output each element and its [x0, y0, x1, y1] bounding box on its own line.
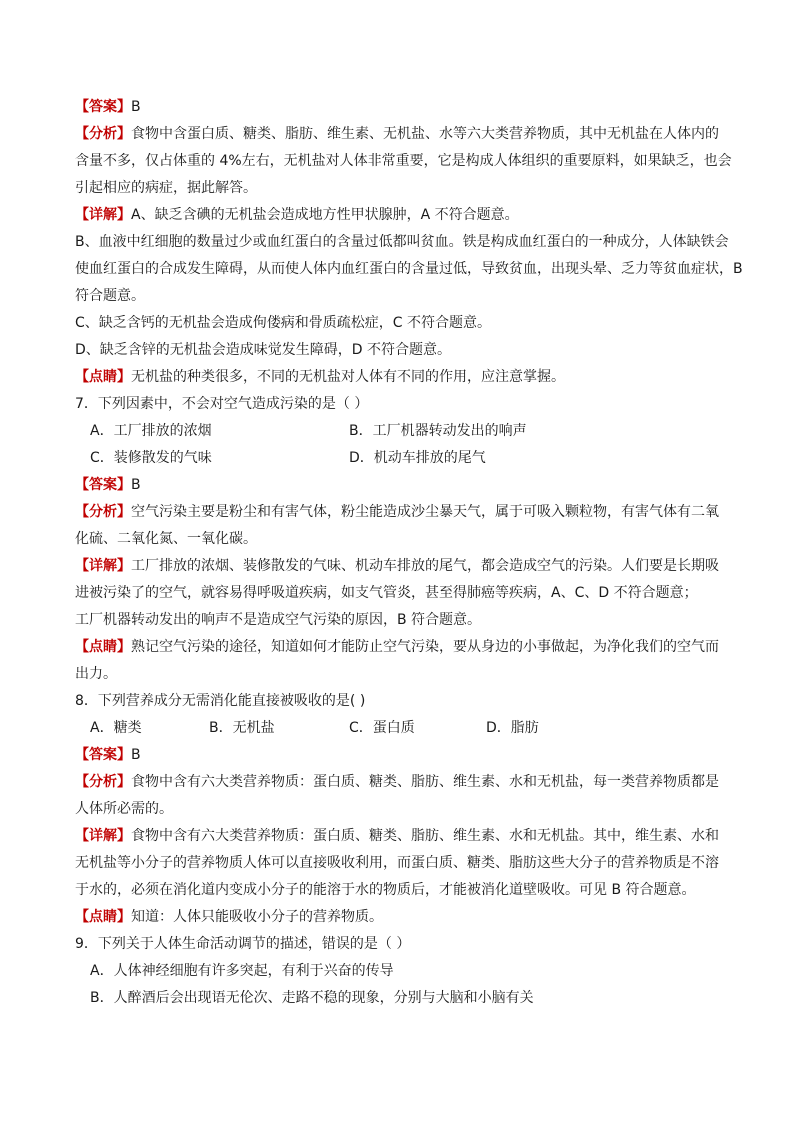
comment-tag: 【点睛】: [75, 909, 131, 925]
q6-comment-line: [75, 367, 565, 387]
detail-tag: 【详解】: [75, 828, 131, 844]
analysis-tag: 【分析】: [75, 774, 131, 790]
q6-detail-line-1: [75, 205, 519, 225]
answer-tag: 【答案】: [75, 747, 131, 763]
q8-detail-line-2: 无机盐等小分子的营养物质人体可以直接吸收利用，而蛋白质、糖类、脂肪这些大分子的营养物质是不溶: [75, 855, 719, 871]
q8-answer: B: [131, 747, 141, 763]
q8-option-a: A．糖类: [90, 720, 142, 736]
q7-answer: B: [131, 477, 141, 493]
q8-detail-line-1: [75, 826, 719, 846]
detail-tag: 【详解】: [75, 207, 131, 223]
q7-option-c: C．装修散发的气味: [90, 450, 212, 466]
q7-answer-line: [75, 475, 141, 495]
q9-stem: 9．下列关于人体生命活动调节的描述，错误的是（ ）: [75, 936, 411, 952]
q7-option-a: A．工厂排放的浓烟: [90, 423, 212, 439]
detail-tag: 【详解】: [75, 558, 131, 574]
q8-analysis-line-1: [75, 772, 719, 792]
q6-analysis-line-3: 引起相应的病症，据此解答。: [75, 180, 257, 196]
q6-detail-line-5: C、缺乏含钙的无机盐会造成佝偻病和骨质疏松症，C 不符合题意。: [75, 315, 491, 331]
q8-comment-line: [75, 907, 383, 927]
comment-tag: 【点睛】: [75, 639, 131, 655]
q6-detail-line-6: D、缺乏含锌的无机盐会造成味觉发生障碍，D 不符合题意。: [75, 342, 452, 358]
q6-analysis-line-2: 含量不多，仅占体重的 4%左右，无机盐对人体非常重要，它是构成人体组织的重要原料，如果缺乏，也会: [75, 153, 732, 169]
q8-stem: 8．下列营养成分无需消化能直接被吸收的是( ): [75, 693, 366, 709]
q8-analysis-line-2: 人体所必需的。: [75, 801, 173, 817]
q7-comment-text: 熟记空气污染的途径，知道如何才能防止空气污染，要从身边的小事做起，为净化我们的空气而: [131, 639, 719, 655]
q9-option-b: B．人醉酒后会出现语无伦次、走路不稳的现象，分别与大脑和小脑有关: [90, 990, 534, 1006]
q7-analysis-line-1: [75, 502, 719, 522]
q6-detail-line-3: 使血红蛋白的合成发生障碍，从而使人体内血红蛋白的含量过低，导致贫血，出现头晕、乏力等贫血症状，B: [75, 261, 743, 277]
q7-option-d: D．机动车排放的尾气: [349, 450, 486, 466]
q8-detail-line-3: 于水的，必须在消化道内变成小分子的能溶于水的物质后，才能被消化道壁吸收。可见 B 符合题意。: [75, 882, 696, 898]
q6-analysis-text: 食物中含蛋白质、糖类、脂肪、维生素、无机盐、水等六大类营养物质，其中无机盐在人体内的: [131, 126, 719, 142]
q6-answer: B: [131, 99, 141, 115]
q8-option-b: B．无机盐: [209, 720, 275, 736]
q8-comment-text: 知道：人体只能吸收小分子的营养物质。: [131, 909, 383, 925]
q8-analysis-text: 食物中含有六大类营养物质：蛋白质、糖类、脂肪、维生素、水和无机盐，每一类营养物质都是: [131, 774, 719, 790]
q7-analysis-text: 空气污染主要是粉尘和有害气体，粉尘能造成沙尘暴天气，属于可吸入颗粒物，有害气体有二氧: [131, 504, 719, 520]
q9-option-a: A．人体神经细胞有许多突起，有利于兴奋的传导: [90, 963, 394, 979]
q7-comment-line-2: 出力。: [75, 666, 117, 682]
q6-detail-line-4: 符合题意。: [75, 288, 145, 304]
q7-detail-text: 工厂排放的浓烟、装修散发的气味、机动车排放的尾气，都会造成空气的污染。人们要是长期吸: [131, 558, 719, 574]
analysis-tag: 【分析】: [75, 504, 131, 520]
q8-answer-line: [75, 745, 141, 765]
q7-option-b: B．工厂机器转动发出的响声: [349, 423, 527, 439]
q8-option-c: C．蛋白质: [349, 720, 415, 736]
q8-option-d: D．脂肪: [486, 720, 539, 736]
q7-detail-line-1: [75, 556, 719, 576]
q7-comment-line-1: [75, 637, 719, 657]
q6-detail-line-2: B、血液中红细胞的数量过少或血红蛋白的含量过低都叫贫血。铁是构成血红蛋白的一种成分，人体缺铁会: [75, 234, 729, 250]
q7-stem: 7．下列因素中，不会对空气造成污染的是（ ）: [75, 396, 369, 412]
q6-detail-text: A、缺乏含碘的无机盐会造成地方性甲状腺肿，A 不符合题意。: [131, 207, 519, 223]
q6-answer-line: [75, 97, 141, 117]
q7-analysis-line-2: 化硫、二氧化氮、一氧化碳。: [75, 531, 257, 547]
answer-tag: 【答案】: [75, 99, 131, 115]
q6-analysis-line-1: [75, 124, 719, 144]
comment-tag: 【点睛】: [75, 369, 131, 385]
analysis-tag: 【分析】: [75, 126, 131, 142]
answer-tag: 【答案】: [75, 477, 131, 493]
q6-comment-text: 无机盐的种类很多，不同的无机盐对人体有不同的作用，应注意掌握。: [131, 369, 565, 385]
q7-detail-line-3: 工厂机器转动发出的响声不是造成空气污染的原因，B 符合题意。: [75, 612, 482, 628]
q7-detail-line-2: 进被污染了的空气，就容易得呼吸道疾病，如支气管炎，甚至得肺癌等疾病，A、C、D 不符合题意；: [75, 585, 698, 601]
q8-detail-text: 食物中含有六大类营养物质：蛋白质、糖类、脂肪、维生素、水和无机盐。其中，维生素、水和: [131, 828, 719, 844]
